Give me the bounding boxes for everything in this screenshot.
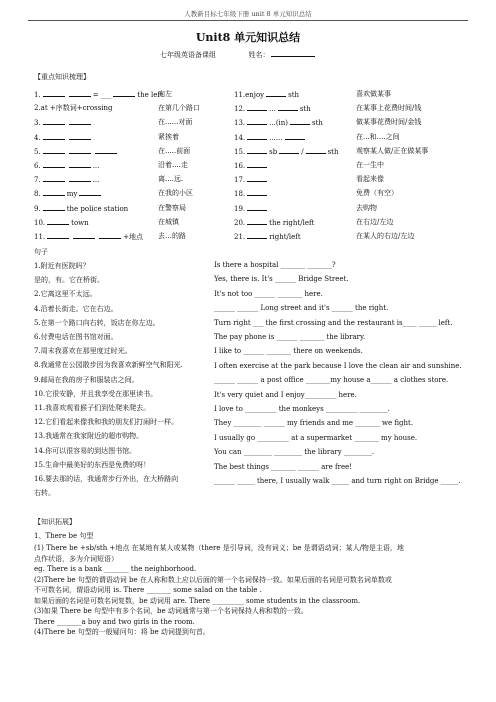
sentence-en: I like to ______ _______ there on weekends. <box>214 347 363 356</box>
item-number: 4. <box>34 133 41 142</box>
item-text: sb <box>269 147 278 156</box>
header-divider <box>28 20 468 21</box>
answer-blank <box>43 174 65 182</box>
item-number: 11. <box>34 233 46 241</box>
vocab-meaning: 离....远. <box>158 175 184 184</box>
sentence-heading: 句子 <box>34 248 48 256</box>
answer-blank <box>69 117 91 125</box>
item-text: ...... <box>269 133 283 142</box>
answer-blank <box>247 146 267 154</box>
item-text: right/left <box>269 233 301 241</box>
item-text: sth <box>288 91 300 99</box>
vocab-meaning: 沿着....走 <box>158 161 188 169</box>
vocab-item <box>234 132 307 142</box>
answer-blank <box>285 132 305 140</box>
vocab-meaning: 在警察局 <box>158 203 186 212</box>
section-key-points: 【重点知识梳理】 <box>34 73 90 81</box>
vocab-item <box>234 89 299 99</box>
vocab-meaning: 在我的小区 <box>158 189 193 198</box>
answer-blank <box>247 188 267 196</box>
vocab-meaning: 在......对面 <box>158 118 193 127</box>
vocab-meaning: 看起来像 <box>356 175 384 184</box>
answer-blank <box>306 146 326 154</box>
vocab-meaning: 在...和....之间 <box>356 132 400 141</box>
vocab-item <box>234 160 269 170</box>
answer-blank <box>247 217 267 225</box>
item-number: 11.enjoy <box>234 91 265 99</box>
answer-blank <box>43 89 65 97</box>
item-number: 9. <box>34 204 41 213</box>
item-text: the left <box>137 91 163 99</box>
vocab-meaning: 喜欢做某事 <box>356 90 391 98</box>
item-number: 21. <box>234 233 246 241</box>
answer-blank <box>278 103 298 111</box>
item-text: sth <box>327 147 339 156</box>
item-text: town <box>71 218 89 227</box>
extension-body <box>34 543 464 638</box>
sentence-en: I often exercise at the park because I love the clean air and sunshine. <box>214 361 462 370</box>
answer-blank <box>279 146 299 154</box>
answer-blank <box>69 89 91 97</box>
extension-line: (1) There be +sb/sth +地点 在某地有某人或某物（there 是引导词，没有词义；be 是谓语动词；某人/物是主语，地 <box>34 544 404 552</box>
extension-line: 不可数名词，谓语动词用 is. There _______ some salad on the table . <box>34 586 262 594</box>
vocab-item <box>234 174 269 184</box>
answer-blank <box>247 132 267 140</box>
answer-blank <box>69 132 91 140</box>
item-text: the police station <box>66 204 129 213</box>
sentence-cn: 1.附近有医院吗？ <box>34 262 90 270</box>
vocab-item <box>234 103 311 113</box>
sentence-cn: 右转。 <box>34 489 55 498</box>
item-number: 2.at +序数词+crossing <box>34 104 113 113</box>
grade-label: 七年级英语备课组 <box>160 51 216 59</box>
vocab-item <box>234 146 339 156</box>
sentence-en: ______ _____ there, I usually walk _____ and turn right on Bridge _____. <box>214 477 461 485</box>
sentence-en: ______ ______ a post office _______my house a______ a clothes store. <box>214 376 449 385</box>
vocab-item <box>234 217 314 227</box>
extension-line: 点作状语，多为介词短语） <box>34 554 118 563</box>
item-text: / <box>301 147 304 156</box>
item-text: ... <box>92 162 100 170</box>
vocab-item <box>34 117 93 127</box>
answer-blank <box>290 117 310 125</box>
item-text: +地点 <box>123 233 144 241</box>
name-blank <box>271 56 315 57</box>
sentence-cn: 8.我通常在公园散步因为我喜欢新鲜空气和阳光. <box>34 361 183 370</box>
vocab-meaning: 去…的路 <box>158 232 186 240</box>
item-number: 10. <box>34 218 46 227</box>
answer-blank <box>47 217 69 225</box>
item-number: 6. <box>34 162 41 170</box>
item-number: 1. <box>34 91 41 99</box>
vocab-item <box>234 188 269 198</box>
section-extension: 【知识拓展】 <box>34 518 76 526</box>
extension-line: (3)如果 There be 句型中有多个名词，be 动词通常与第一个名词保持人称和数的一致。 <box>34 607 308 615</box>
vocab-item <box>34 146 119 156</box>
extension-line: (2)There be 句型的谓语动词 be 在人称和数上应以后面的第一个名词保持一致。如果后面的名词是可数名词单数或 <box>34 575 392 584</box>
vocab-item <box>234 203 269 213</box>
answer-blank <box>247 174 267 182</box>
sentence-en: It's very quiet and I enjoy_________ here. <box>214 390 357 399</box>
answer-blank <box>95 146 117 154</box>
vocab-meaning: 在某人的右边/左边 <box>356 232 415 240</box>
item-number: 20. <box>234 218 246 227</box>
answer-blank <box>69 174 91 182</box>
answer-blank <box>43 188 65 196</box>
answer-blank <box>43 117 65 125</box>
vocab-item <box>34 217 89 227</box>
extension-line: 如果后面的名词是可数名词复数，be 动词用 are. There _________ some students in the classroom. <box>34 596 361 605</box>
item-text: sth <box>299 105 311 114</box>
answer-blank <box>69 146 91 154</box>
item-number: 7. <box>34 176 41 185</box>
answer-blank <box>247 160 267 168</box>
item-number: 19. <box>234 204 246 213</box>
item-number: 15. <box>234 147 246 156</box>
vocab-meaning: 在第几个路口 <box>158 104 200 113</box>
answer-blank <box>73 231 95 239</box>
answer-blank <box>69 160 91 168</box>
sentence-en: I usually go _________ at a supermarket _______ my house. <box>214 433 418 442</box>
page-header: 人教新目标七年级下册 unit 8 单元知识总结 <box>184 10 312 18</box>
item-text: = ___ <box>92 91 112 99</box>
vocab-meaning: 在某事上花费时间/钱 <box>356 104 422 113</box>
item-text: sth <box>312 119 323 128</box>
sentence-cn: 15.生命中最美好的东西是免费的呀！ <box>34 460 151 469</box>
sentence-en: Turn right ___ the first crossing and the restaurant is____ _____ left. <box>214 318 453 327</box>
extension-line: There _______a boy and two girls in the room. <box>34 617 195 626</box>
sentence-en: The pay phone is ______ _______ the library. <box>214 333 366 341</box>
sentence-cn: 2.它离这里不太远。 <box>34 290 97 299</box>
vocab-meaning: 向左 <box>158 90 172 98</box>
vocab-meaning: 去购物 <box>356 203 377 212</box>
sentence-en: ______ ______ Long street and it's ______ the right. <box>214 304 389 313</box>
sentence-en: They ________ ______ my friends and me _______ we fight. <box>214 419 414 428</box>
extension-line: (4)There be 句型的一般疑问句：将 be 动词提到句首。 <box>34 628 210 636</box>
vocab-item <box>234 117 323 127</box>
sentence-cn: 6.付费电话在图书馆对面。 <box>34 333 118 341</box>
sentence-cn: 4.沿着长街走。它在右边。 <box>34 304 118 313</box>
vocab-meaning: 免费（有空） <box>356 189 398 198</box>
answer-blank <box>247 203 267 211</box>
vocab-item <box>34 132 93 142</box>
sentence-cn: 9.邮局在我的房子和服装店之间。 <box>34 375 139 384</box>
vocab-item <box>34 231 143 242</box>
vocab-item <box>34 188 103 198</box>
sentence-cn: 11.我喜欢观看猴子们到处爬来爬去。 <box>34 404 151 412</box>
item-text: the right/left <box>269 218 315 227</box>
item-number: 17. <box>234 176 246 185</box>
item-number: 16. <box>234 162 246 170</box>
item-number: 8. <box>34 190 41 199</box>
item-text: my <box>66 190 78 199</box>
sentence-en: It's not too ______ _______ here. <box>214 289 323 298</box>
item-number: 3. <box>34 119 41 128</box>
vocab-meaning: 紧挨着 <box>158 132 179 141</box>
answer-blank <box>79 188 101 196</box>
answer-blank <box>247 117 267 125</box>
answer-blank <box>43 203 65 211</box>
vocab-meaning: 在城镇 <box>158 217 179 226</box>
subtitle <box>160 50 315 60</box>
vocab-item <box>34 160 99 170</box>
answer-blank <box>47 231 69 239</box>
sentence-en: Yes, there is. It's ______ Bridge Street. <box>214 275 349 284</box>
answer-blank <box>43 132 65 140</box>
answer-blank <box>99 231 121 239</box>
answer-blank <box>113 89 135 97</box>
item-number: 18. <box>234 190 246 199</box>
sentence-en: Is there a hospital _______ _______? <box>214 261 336 269</box>
document-title: Unit8 单元知识总结 <box>195 31 301 44</box>
vocab-meaning: 在右边/左边 <box>356 217 394 226</box>
vocab-item <box>34 203 128 213</box>
sentence-cn: 14.你可以很容易的到达图书馆。 <box>34 446 137 455</box>
item-number: 5. <box>34 147 41 156</box>
extension-title: 1、There be 句型 <box>34 532 94 540</box>
sentence-cn: 16.要去那的话，我通常步行外出，在大桥路向 <box>34 475 179 483</box>
extension-line: eg. There is a bank _______ the neighborhood. <box>34 565 197 573</box>
answer-blank <box>43 160 65 168</box>
vocab-item <box>34 103 113 113</box>
answer-blank <box>247 231 267 239</box>
sentence-en: I love to _________ the monkeys _________ ________. <box>214 405 390 413</box>
vocab-meaning: 在一生中 <box>356 161 384 169</box>
vocab-item <box>34 89 163 99</box>
answer-blank <box>247 103 267 111</box>
sentence-cn: 7.周末我喜欢在那里度过时光。 <box>34 347 132 356</box>
item-number: 14. <box>234 133 246 142</box>
sentence-cn: 10.它很安静，并且我享受在那里读书。 <box>34 389 158 398</box>
vocab-item <box>34 174 99 184</box>
vocab-item <box>234 231 301 241</box>
item-text: ... <box>92 176 100 185</box>
sentence-en: You can ________ ________ the library ________. <box>214 448 375 457</box>
answer-blank <box>266 89 286 97</box>
item-text: ... <box>269 105 276 114</box>
sentence-cn: 13.我通常在我家附近的超市购物。 <box>34 432 144 441</box>
sentence-cn: 是的，有。它在桥街。 <box>34 276 104 285</box>
item-number: 12. <box>234 105 246 114</box>
vocab-meaning: 在.....前面 <box>158 146 191 155</box>
sentence-cn: 5.在第一个路口向右转，饭店在你左边。 <box>34 318 160 327</box>
answer-blank <box>43 146 65 154</box>
item-text: ...(in) <box>269 119 289 128</box>
vocab-meaning: 做某事花费时间/金钱 <box>356 118 422 127</box>
name-label: 姓名： <box>248 51 270 59</box>
item-number: 13. <box>234 119 246 128</box>
vocab-meaning: 观察某人做/正在做某事 <box>356 146 429 155</box>
sentence-cn: 12.它们看起来像我和我的朋友们打闹时一样。 <box>34 418 179 427</box>
sentence-en: The best things _______ ______ are free! <box>214 462 353 471</box>
